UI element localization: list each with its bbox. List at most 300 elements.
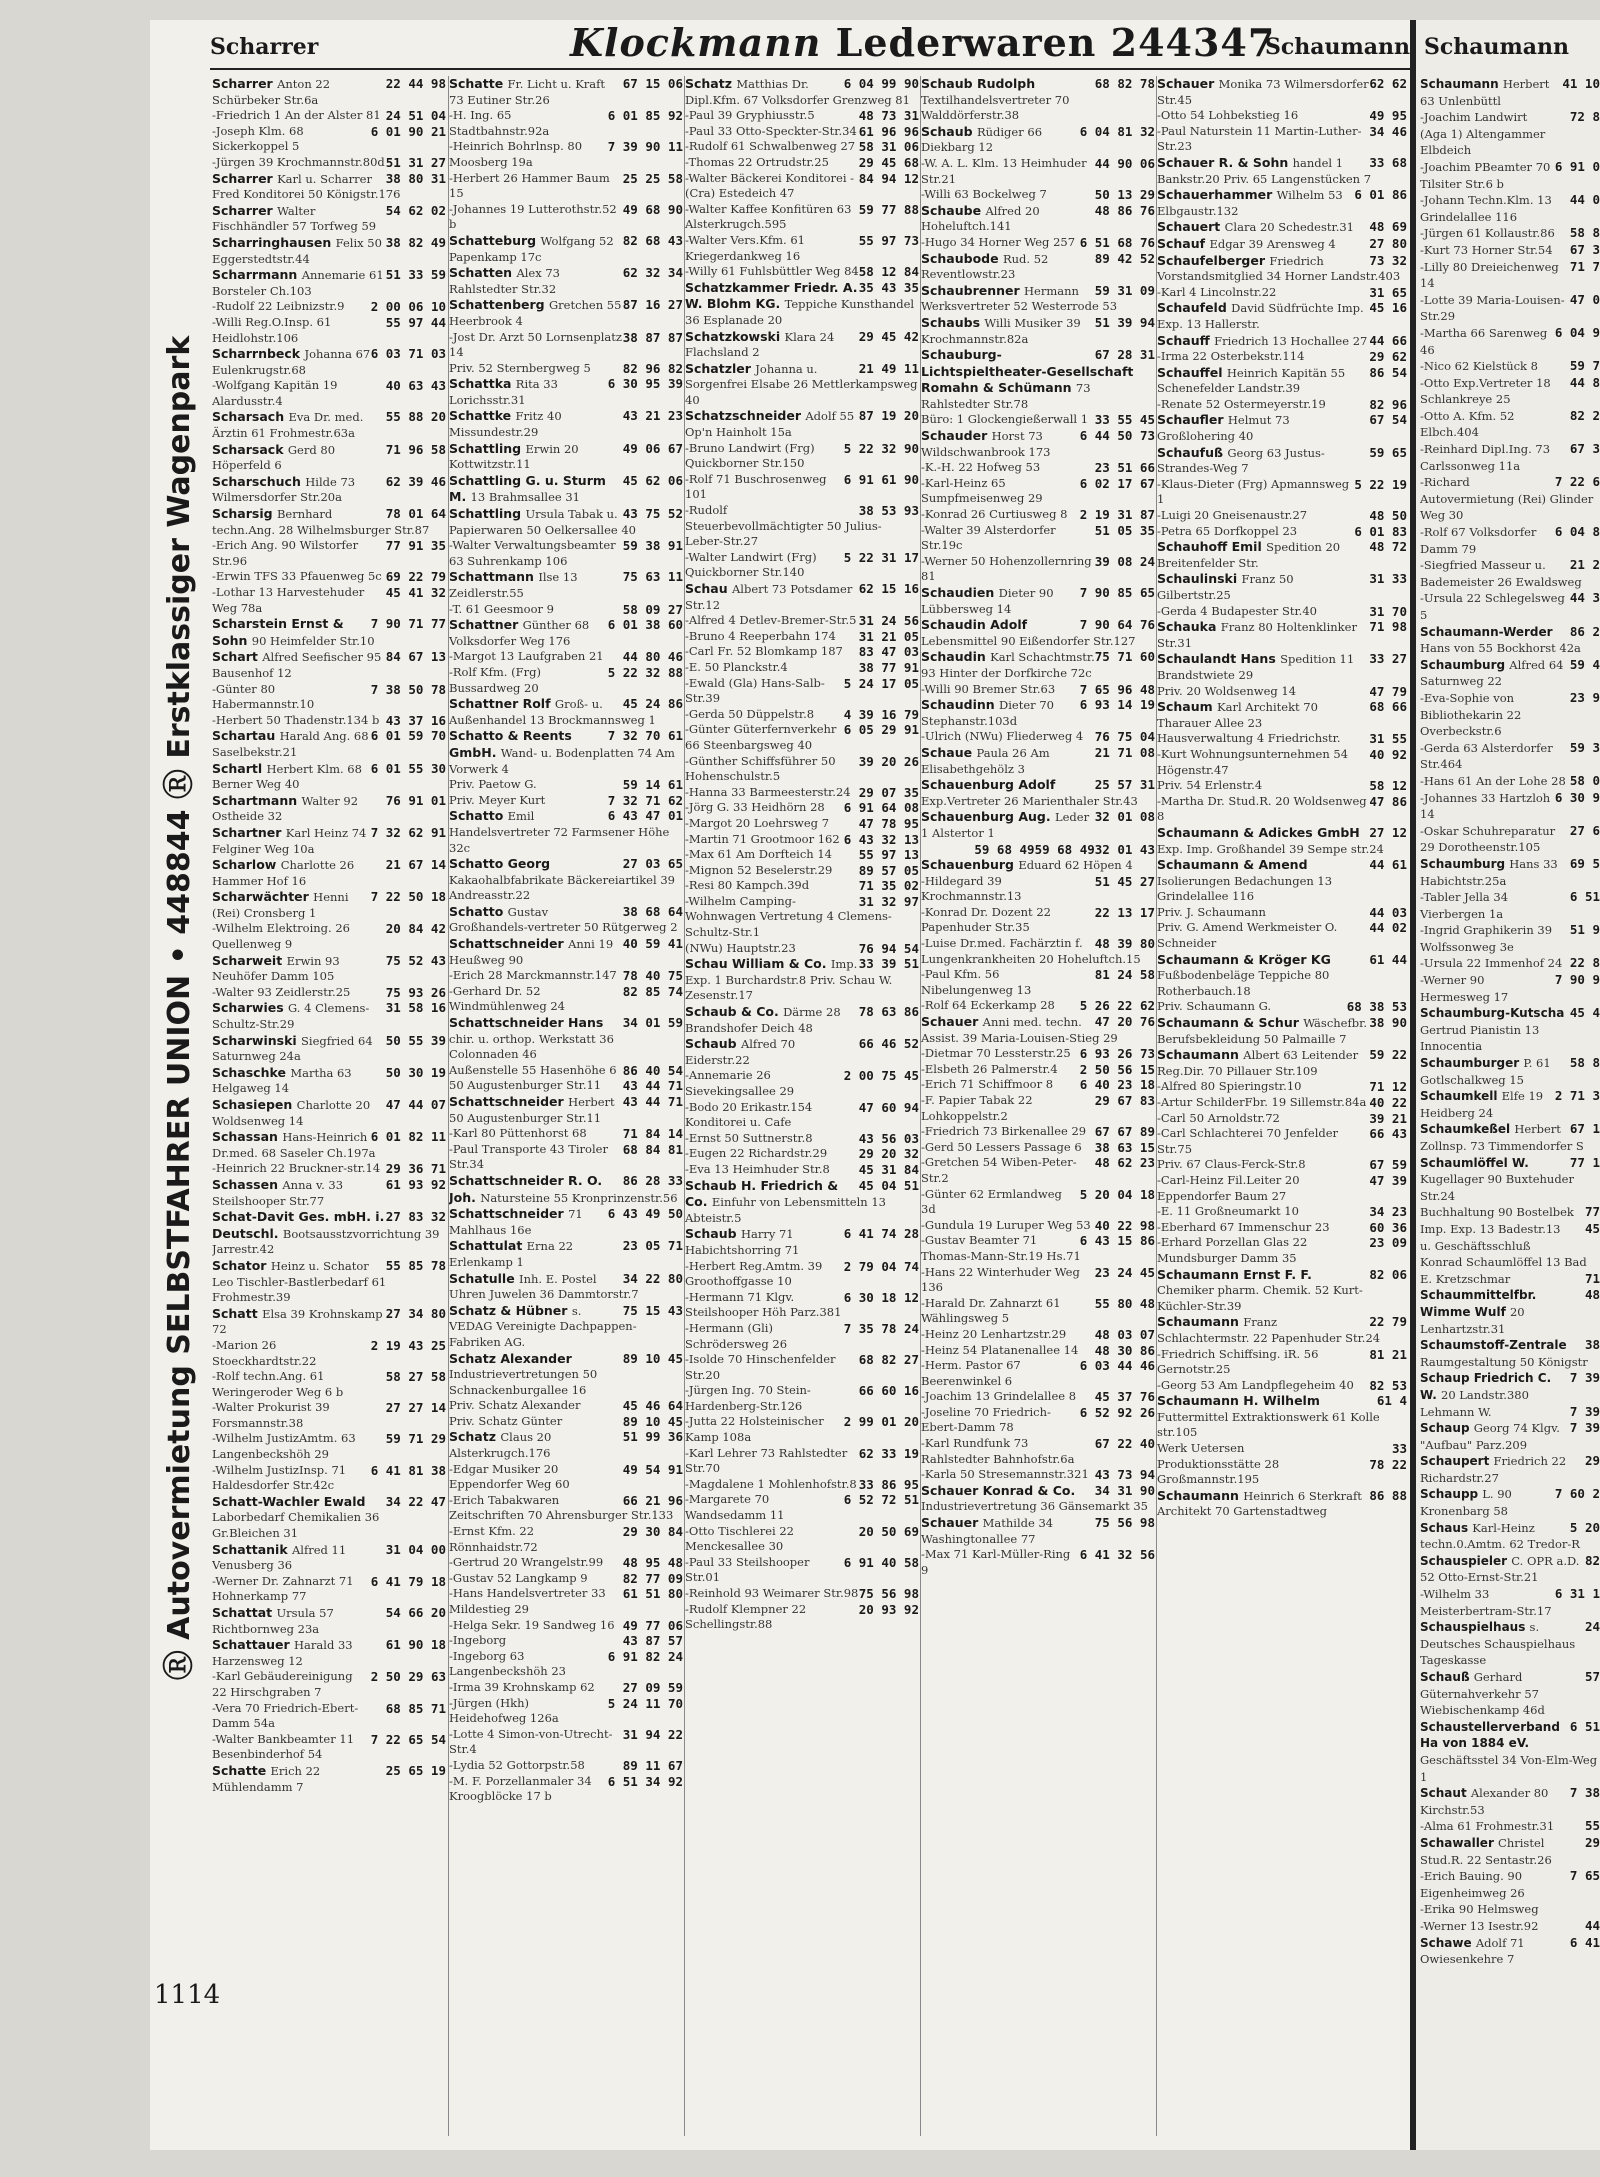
directory-entry: [212, 203, 448, 235]
entry-phone: 44 03: [1369, 904, 1407, 920]
entry-detail: -Günter 62 Ermlandweg 3d: [921, 1186, 1062, 1217]
entry-name: Schatt: [212, 1305, 263, 1321]
directory-entry: [1420, 1719, 1600, 1785]
entry-phone: 21 49 11: [858, 360, 919, 376]
entry-phone: 6 52 92 26: [1079, 1404, 1155, 1420]
entry-detail: -Johannes 19 Lutterothstr.52 b: [449, 201, 617, 232]
entry-phone: 77 91 35: [385, 538, 446, 554]
entry-phone: 6 51: [1569, 889, 1600, 905]
directory-entry: [1420, 972, 1600, 1005]
entry-phone: 24: [1584, 1619, 1600, 1635]
entry-detail: -Erwin TFS 33 Pfauenweg 5c: [212, 569, 382, 584]
entry-phone: 5 22 32 90: [843, 440, 919, 456]
entry-detail: Henni (Rei) Cronsberg 1: [212, 890, 349, 920]
entry-phone: 29 30 84: [622, 1524, 683, 1540]
entry-phone: 51 9: [1569, 922, 1600, 938]
entry-name: Schaumann & Amend: [1157, 857, 1308, 873]
entry-detail: -Heinz 20 Lenhartzstr.29: [921, 1326, 1067, 1341]
entry-phone: 82 2: [1569, 407, 1600, 423]
entry-detail: -Alfred 4 Detlev-Bremer-Str.5: [685, 613, 857, 628]
entry-detail: -Ernst Kfm. 22 Rönnhaidstr.72: [449, 1524, 538, 1554]
entry-phone: 71 7: [1569, 258, 1600, 274]
entry-phone: 7 22 6: [1554, 474, 1600, 490]
directory-entry: [212, 1033, 448, 1065]
entry-detail: Priv. G. Amend Werkmeister O. Schneider: [1157, 920, 1338, 951]
directory-entry: [449, 171, 685, 202]
entry-phone: 6 91 0: [1554, 158, 1600, 174]
entry-phone: 6 43 32 13: [843, 831, 919, 847]
entry-phone: 78 40 75: [622, 968, 683, 984]
directory-entry: [1420, 159, 1600, 192]
entry-detail: -Kurt 73 Horner Str.54: [1420, 242, 1553, 257]
entry-detail: Ursula Tabak u. Papierwaren 50 Oelkersallee 40: [449, 507, 636, 537]
entry-detail: Harald 33 Harzensweg 12: [212, 1638, 353, 1668]
entry-name: Schaulandt Hans: [1157, 651, 1281, 667]
directory-entry: [1420, 1238, 1600, 1255]
directory-entry: [1420, 1221, 1600, 1238]
entry-detail: -Paul 39 Gryphiusstr.5: [685, 108, 815, 123]
entry-detail: Herbert 63 Unlenbüttl: [1420, 77, 1550, 108]
directory-entry: [1420, 1370, 1600, 1403]
entry-detail: Lebensmittel 90 Eißendorfer Str.127: [921, 633, 1136, 648]
entry-detail: Alexander 80 Kirchstr.53: [1420, 1786, 1549, 1817]
entry-detail: -Bruno Landwirt (Frg) Quickborner Str.150: [685, 440, 815, 471]
entry-name: Schaub & Co.: [685, 1004, 784, 1020]
entry-name: Schaumann: [1157, 1047, 1244, 1063]
entry-detail: -Dietmar 70 Lessterstr.25: [921, 1046, 1071, 1061]
entry-phone: 55 97 73: [858, 232, 919, 248]
entry-detail: Georg 74 Klgv. "Aufbau" Parz.209: [1420, 1421, 1560, 1452]
entry-phone: 78 22: [1369, 1456, 1407, 1472]
directory-entry: [685, 361, 921, 409]
directory-entry: [921, 1265, 1157, 1296]
entry-phone: 68 66: [1369, 699, 1407, 715]
header-title: Lederwaren 244347: [835, 20, 1276, 65]
entry-detail: -Gerda 4 Budapester Str.40: [1157, 603, 1317, 618]
entry-detail: -Walter Vers.Kfm. 61 Kriegerdankweg 16: [685, 232, 805, 263]
directory-entry: [685, 1178, 921, 1227]
directory-entry: [921, 1218, 1157, 1234]
entry-detail: Willi Musiker 39 Krochmannstr.82a: [921, 315, 1081, 346]
entry-phone: 6 30 18 12: [843, 1289, 919, 1305]
entry-phone: 20 84 42: [385, 921, 446, 937]
entry-name: Schauer: [1157, 76, 1219, 91]
directory-entry: [921, 1436, 1157, 1467]
directory-entry: [921, 428, 1157, 460]
entry-detail: Charlotte 26 Hammer Hof 16: [212, 858, 355, 888]
directory-entry: [212, 1177, 448, 1209]
entry-phone: 6 04 99 90: [843, 76, 919, 91]
directory-entry: [685, 1602, 921, 1633]
directory-entry: [1157, 124, 1409, 155]
directory-entry: [449, 1206, 685, 1238]
directory-entry: [1420, 408, 1600, 441]
entry-detail: -Erich Tabakwaren Zeitschriften 70 Ahrensburger Str.133: [449, 1492, 674, 1523]
directory-entry: [449, 1429, 685, 1461]
entry-detail: Inh. E. Postel Uhren Juwelen 36 Dammtorstr.7: [449, 1271, 639, 1302]
entry-detail: Spedition 11 Brandstwiete 29: [1157, 652, 1355, 682]
entry-detail: -Eugen 22 Richardstr.29: [685, 1146, 828, 1161]
entry-phone: 31 24 56: [858, 613, 919, 629]
directory-entry: [1157, 397, 1409, 413]
entry-phone: 55 85 78: [385, 1257, 446, 1273]
entry-name: Schaubs: [921, 314, 985, 330]
entry-detail: -Erich Ang. 90 Wilstorfer Str.96: [212, 538, 359, 568]
entry-detail: -Margot 20 Loehrsweg 7: [685, 815, 830, 830]
entry-name: Schauer: [921, 1014, 983, 1030]
directory-entry: [1420, 441, 1600, 474]
entry-detail: Erna 22 Erlenkamp 1: [449, 1239, 574, 1269]
entry-name: Schaudinn: [921, 697, 1000, 713]
entry-detail: -Erika 90 Helmsweg: [1420, 1902, 1539, 1917]
entry-phone: 48 95 48: [622, 1555, 683, 1571]
entry-detail: -Paul Kfm. 56 Nibelungenweg 13: [921, 967, 1032, 997]
entry-name: Schauhoff Emil: [1157, 539, 1267, 555]
directory-entry: [1420, 192, 1600, 225]
entry-detail: Industrievertretungen 50 Schnackenburgallee 16: [449, 1367, 598, 1397]
entry-name: Schattschneider Hans: [449, 1015, 604, 1031]
directory-entry: [1157, 604, 1409, 620]
directory-entry: [1420, 1868, 1600, 1901]
directory-entry: [212, 442, 448, 474]
entry-phone: 51 99 36: [622, 1429, 683, 1445]
directory-entry: [685, 550, 921, 581]
directory-entry: [1157, 285, 1409, 301]
entry-phone: 6 91 40 58: [843, 1554, 919, 1570]
entry-phone: 45: [1584, 1220, 1600, 1236]
entry-detail: Georg 63 Justus-Strandes-Weg 7: [1157, 445, 1325, 476]
entry-phone: 27 6: [1569, 822, 1600, 838]
directory-entry: [1157, 747, 1409, 778]
entry-phone: 6 30 9: [1554, 789, 1600, 805]
entry-name: Scharringhausen: [212, 234, 336, 250]
directory-entry: [685, 660, 921, 676]
entry-phone: 6 04 9: [1554, 324, 1600, 340]
directory-entry: [449, 1462, 685, 1493]
entry-detail: Rüdiger 66 Diekbarg 12: [921, 124, 1043, 155]
entry-detail: -W. A. L. Klm. 13 Heimhuder Str.21: [921, 155, 1087, 186]
directory-entry: [685, 1383, 921, 1414]
directory-entry: [212, 1097, 448, 1129]
directory-entry: [685, 1524, 921, 1555]
entry-detail: -Lothar 13 Harvestehuder Weg 78a: [212, 585, 365, 615]
directory-entry: [685, 754, 921, 785]
entry-detail: Wäschefbr. Berufsbekleidung 50 Palmaille 7: [1157, 1016, 1367, 1046]
entry-detail: -Jürgen 61 Kollaustr.86: [1420, 226, 1555, 241]
directory-entry: [921, 235, 1157, 251]
directory-entry: [921, 283, 1157, 315]
entry-detail: -Rolf techn.Ang. 61 Weringeroder Weg 6 b: [212, 1369, 344, 1399]
entry-name: Schattka: [449, 376, 516, 392]
directory-entry: [449, 1758, 685, 1774]
directory-entry: [212, 569, 448, 585]
entry-phone: 2 00 75 45: [843, 1068, 919, 1084]
entry-detail: Chemiker pharm. Chemik. 52 Kurt-Küchler-Str.39: [1157, 1283, 1363, 1313]
entry-detail: -Bodo 20 Erikastr.154 Konditorei u. Cafe: [685, 1099, 813, 1130]
directory-entry: [449, 538, 685, 569]
entry-phone: 6 51: [1569, 1718, 1600, 1734]
directory-entry: [1157, 1173, 1409, 1204]
entry-phone: 29 45 68: [858, 154, 919, 170]
directory-entry: [449, 1142, 685, 1173]
entry-name: Schau William & Co.: [685, 956, 831, 972]
entry-phone: 44 80 46: [622, 649, 683, 665]
directory-entry: [1157, 539, 1409, 571]
directory-entry: [449, 968, 685, 984]
entry-detail: -Hildegard 39 Krochmannstr.13: [921, 873, 1022, 904]
directory-entry: [449, 376, 685, 408]
directory-entry: [685, 816, 921, 832]
directory-column-3: [684, 76, 921, 2136]
entry-detail: -Günter 80 Habermannstr.10: [212, 681, 315, 712]
entry-name: Schatto: [449, 808, 508, 824]
entry-detail: -Irma 22 Osterbekstr.114: [1157, 349, 1305, 364]
directory-entry: [685, 1068, 921, 1099]
entry-name: Schartner: [212, 824, 286, 840]
entry-detail: -Richard Autovermietung (Rei) Glinder Weg 30: [1420, 475, 1594, 523]
entry-detail: -Margarete 70 Wandsedamm 11: [685, 1492, 785, 1523]
entry-phone: 68 84 81: [622, 1141, 683, 1157]
entry-detail: -Günther Schiffsführer 50 Hohenschulstr.5: [685, 753, 836, 784]
entry-name: Scharstein Ernst & Sohn: [212, 616, 344, 648]
entry-phone: 71 35 02: [858, 878, 919, 894]
directory-entry: [921, 745, 1157, 777]
entry-name: Schaufelberger: [1157, 252, 1270, 268]
entry-detail: -Lotte 4 Simon-von-Utrecht-Str.4: [449, 1726, 613, 1757]
entry-detail: -Ulrich (NWu) Fliederweg 4: [921, 729, 1084, 744]
entry-phone: 48 86 76: [1094, 202, 1155, 218]
directory-entry: [921, 1124, 1157, 1140]
entry-detail: Priv. 67 Claus-Ferck-Str.8: [1157, 1157, 1306, 1172]
entry-phone: 6 93 26 73: [1079, 1046, 1155, 1062]
entry-detail: Alfred 20 Hoheluftch.141: [921, 203, 1040, 234]
directory-page-left: [150, 20, 1410, 2150]
directory-entry: [1157, 253, 1409, 285]
entry-detail: Emil Handelsvertreter 72 Farmsener Höhe 32c: [449, 809, 670, 855]
entry-detail: Martha 63 Helgaweg 14: [212, 1065, 352, 1096]
entry-detail: Charlotte 20 Woldsenweg 14: [212, 1098, 371, 1128]
entry-detail: -Joachim Landwirt: [1420, 110, 1528, 125]
entry-phone: 59 7: [1569, 358, 1600, 374]
entry-phone: 75 15 43: [622, 1302, 683, 1318]
entry-detail: -Friedrich 73 Birkenallee 29: [921, 1124, 1087, 1139]
entry-name: Schartl: [212, 760, 267, 776]
directory-entry: [685, 1477, 921, 1493]
directory-entry: [212, 1306, 448, 1338]
entry-phone: 7 22 50 18: [370, 889, 446, 905]
directory-entry: [449, 665, 685, 696]
entry-phone: 89 10 45: [622, 1350, 683, 1366]
entry-name: Schatto & Reents GmbH.: [449, 728, 572, 760]
entry-phone: 45 24 86: [622, 696, 683, 712]
directory-entry: [921, 347, 1157, 412]
directory-entry: [921, 1296, 1157, 1327]
directory-entry: [449, 202, 685, 233]
entry-detail: Natursteine 55 Kronprinzenstr.56: [480, 1190, 678, 1205]
entry-phone: 7 35 78 24: [843, 1320, 919, 1336]
entry-detail: 71 Mahlhaus 16e: [449, 1207, 583, 1237]
entry-phone: 59 3: [1569, 739, 1600, 755]
entry-detail: -Martin 71 Grootmoor 162: [685, 831, 840, 846]
entry-detail: Franz 50 Gilbertstr.25: [1157, 572, 1294, 602]
directory-entry: [449, 617, 685, 649]
entry-detail: -Jost Dr. Arzt 50 Lornsenplatz 14: [449, 329, 622, 360]
entry-phone: 58 31 06: [858, 139, 919, 155]
entry-phone: 7 32 62 91: [370, 824, 446, 840]
entry-detail: Priv. Schatz Günter: [449, 1413, 563, 1428]
entry-detail: Büro: 1 Glockengießerwall 1: [921, 412, 1089, 427]
entry-phone: 50 30 19: [385, 1064, 446, 1080]
entry-detail: -Martha Dr. Stud.R. 20 Woldsenweg 8: [1157, 793, 1367, 824]
entry-detail: Geschäftsstel 34 Von-Elm-Weg 1: [1420, 1752, 1598, 1784]
entry-detail: -Ernst 50 Suttnerstr.8: [685, 1130, 813, 1145]
directory-entry: [1157, 571, 1409, 603]
directory-entry: [1420, 1287, 1600, 1337]
entry-detail: 20 Landstr.380: [1441, 1387, 1529, 1402]
entry-phone: 38 82 49: [385, 234, 446, 250]
entry-phone: 67 54: [1369, 412, 1407, 428]
directory-entry: [1157, 1235, 1409, 1266]
entry-phone: 62 39 46: [385, 473, 446, 489]
entry-detail: -Hermann (Gli) Schrödersweg 26: [685, 1320, 788, 1351]
entry-detail: Spedition 20 Breitenfelder Str.: [1157, 540, 1341, 570]
directory-entry: [212, 346, 448, 378]
entry-detail: -Jutta 22 Holsteinischer Kamp 108a: [685, 1414, 824, 1445]
entry-detail: Franz Schlachtermstr. 22 Papenhuder Str.24: [1157, 1315, 1381, 1345]
entry-phone: 29 45 42: [858, 328, 919, 344]
entry-phone: 55 97 13: [858, 847, 919, 863]
entry-phone: 48 73 31: [858, 108, 919, 124]
directory-column-1: [212, 76, 448, 2136]
entry-detail: Harald Ang. 68 Saselbekstr.21: [212, 729, 369, 759]
entry-detail: Friedrich 22 Richardstr.27: [1420, 1454, 1567, 1485]
entry-name: Schaubode: [921, 250, 1003, 266]
directory-entry: [921, 617, 1157, 649]
directory-entry: [212, 1763, 448, 1795]
entry-phone: 89 42 52: [1094, 250, 1155, 266]
entry-phone: 34 01 59: [622, 1015, 683, 1031]
directory-entry: [1420, 823, 1600, 856]
entry-phone: 60 36: [1369, 1219, 1407, 1235]
entry-phone: 6 04 8: [1554, 524, 1600, 540]
directory-entry: [1420, 1835, 1600, 1868]
directory-entry: [685, 1290, 921, 1321]
entry-detail: -Vera 70 Friedrich-Ebert-Damm 54a: [212, 1700, 359, 1731]
entry-detail: -Günter Güterfernverkehr 66 Steenbargsweg 40: [685, 722, 837, 752]
directory-entry: [449, 473, 685, 506]
entry-name: Scharrer: [212, 76, 278, 91]
directory-entry: [921, 1014, 1157, 1046]
entry-detail: Walter 92 Ostheide 32: [212, 793, 359, 824]
entry-detail: Priv. Paetow G.: [449, 777, 537, 792]
directory-entry: [921, 1467, 1157, 1483]
directory-entry: [449, 808, 685, 856]
entry-phone: 67 15 06: [622, 76, 683, 91]
entry-name: Schattanik: [212, 1541, 292, 1557]
entry-phone: 49 95: [1369, 108, 1407, 124]
directory-entry: [685, 1004, 921, 1036]
directory-entry: [685, 722, 921, 753]
entry-detail: (NWu) Hauptstr.23: [685, 940, 796, 955]
directory-entry: [1157, 619, 1409, 651]
entry-detail: Karl-Heinz techn.0.Amtm. 62 Tredor-R: [1420, 1520, 1580, 1552]
entry-name: Schauspieler: [1420, 1553, 1512, 1568]
entry-detail: Dieter 90 Lübbersweg 14: [921, 586, 1054, 616]
entry-name: Schaumkeßel: [1420, 1122, 1515, 1137]
entry-detail: Kakaohalbfabrikate Bäckereiartikel 39 Andreasstr.22: [449, 872, 675, 903]
entry-detail: Werk Uetersen: [1157, 1441, 1245, 1456]
directory-entry: [212, 1209, 448, 1258]
entry-phone: 61 4: [1376, 1393, 1407, 1409]
entry-detail: -Eberhard 67 Immenschur 23: [1157, 1219, 1330, 1234]
entry-phone: 51 39 94: [1094, 314, 1155, 330]
entry-phone: 48 39 80: [1094, 936, 1155, 952]
directory-entry: [212, 1065, 448, 1097]
entry-phone: 6 40 23 18: [1079, 1077, 1155, 1093]
entry-phone: 43 44 71: [622, 1078, 683, 1094]
entry-name: Schatzkammer Friedr. A. W. Blohm KG.: [685, 279, 858, 312]
directory-entry: [685, 1446, 921, 1477]
directory-entry: [212, 616, 448, 649]
entry-phone: 43 44 71: [622, 1094, 683, 1109]
entry-name: Schawaller: [1420, 1835, 1499, 1850]
entry-phone: 27 27 14: [385, 1400, 446, 1416]
directory-entry: [921, 729, 1157, 745]
entry-phone: 55 88 20: [385, 409, 446, 425]
entry-name: Schaumann: [1157, 1487, 1244, 1503]
entry-phone: 38 68 64: [622, 903, 683, 919]
entry-detail: -Joseline 70 Friedrich-Ebert-Damm 78: [921, 1404, 1051, 1435]
directory-entry: [212, 713, 448, 729]
entry-name: Schaumburg: [1420, 856, 1510, 871]
directory-entry: [921, 251, 1157, 283]
directory-entry: [685, 1586, 921, 1602]
directory-entry: [1157, 1095, 1409, 1111]
entry-phone: 27 12: [1369, 824, 1407, 840]
entry-phone: 75 56 98: [858, 1586, 919, 1601]
directory-entry: [1420, 856, 1600, 889]
entry-name: Schaumann H. Wilhelm: [1157, 1393, 1320, 1409]
entry-name: Schatz: [685, 76, 737, 91]
entry-detail: David Südfrüchte Imp. Exp. 13 Hallerstr.: [1157, 301, 1364, 331]
entry-phone: 29 36 71: [385, 1161, 446, 1177]
entry-phone: 2 50 29 63: [370, 1669, 446, 1685]
entry-phone: 68 38 53: [1346, 999, 1407, 1015]
entry-phone: 54 66 20: [385, 1605, 446, 1620]
directory-entry: [921, 187, 1157, 203]
entry-phone: 32 01 08: [1094, 809, 1155, 825]
entry-phone: 59 38 91: [622, 538, 683, 554]
entry-detail: -Eva-Sophie von Bibliothekarin 22 Overbeckstr.6: [1420, 690, 1522, 739]
directory-entry: [212, 761, 448, 793]
entry-phone: 48 69: [1369, 219, 1407, 235]
entry-phone: 76 94 54: [858, 940, 919, 956]
directory-entry: [921, 874, 1157, 905]
directory-entry: [685, 800, 921, 816]
entry-detail: -M. F. Porzellanmaler 34 Kroogblöcke 17 b: [449, 1773, 592, 1804]
entry-name: Schaube: [921, 202, 986, 218]
entry-detail: -Joachim 13 Grindelallee 8: [921, 1389, 1077, 1404]
entry-phone: 89 11 67: [622, 1757, 683, 1773]
directory-entry: [212, 1701, 448, 1732]
directory-entry: [449, 361, 685, 377]
entry-phone: 45 16: [1369, 300, 1407, 316]
entry-phone: 59 71 29: [385, 1431, 446, 1447]
entry-name: Schattner: [449, 617, 523, 633]
entry-name: Schartau: [212, 728, 280, 744]
entry-detail: Konrad Schaumlöffel 13 Bad: [1420, 1255, 1587, 1270]
entry-detail: Anni 19 Heußweg 90: [449, 937, 614, 967]
